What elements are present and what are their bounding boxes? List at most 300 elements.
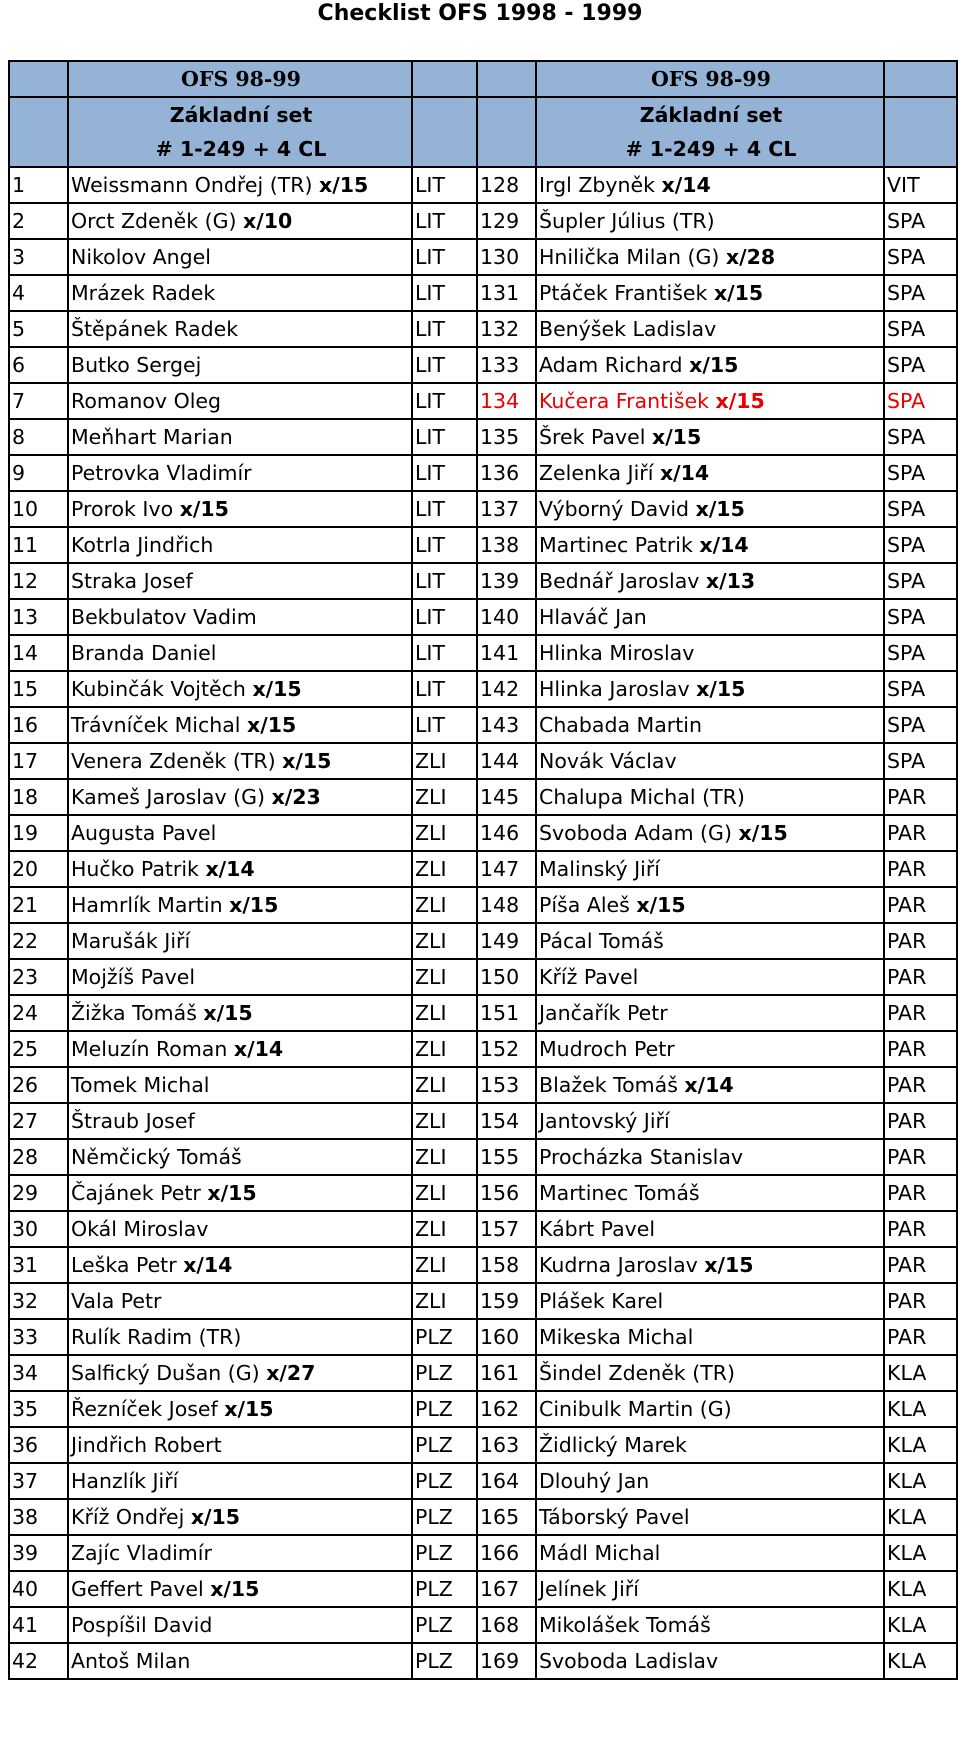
print-run: x/27 <box>266 1361 316 1385</box>
set-subtitle-line1: Základní set <box>639 103 783 127</box>
team-left: PLZ <box>412 1391 477 1427</box>
table-row <box>9 851 957 887</box>
table-row <box>9 1643 957 1679</box>
print-run: x/23 <box>271 785 321 809</box>
team-right: KLA <box>884 1427 957 1463</box>
team-left: PLZ <box>412 1427 477 1463</box>
player-name: Hlinka Jaroslav <box>539 677 690 701</box>
table-row <box>9 275 957 311</box>
team-left: LIT <box>412 491 477 527</box>
card-number-left: 19 <box>9 815 68 851</box>
player-cell-right <box>536 455 884 491</box>
card-number-left: 1 <box>9 167 68 203</box>
team-right: SPA <box>884 347 957 383</box>
player-cell-left <box>68 383 412 419</box>
team-right: PAR <box>884 1211 957 1247</box>
team-left: ZLI <box>412 1175 477 1211</box>
player-name: Jantovský Jiří <box>539 1109 670 1133</box>
team-right: SPA <box>884 635 957 671</box>
table-row <box>9 239 957 275</box>
card-number-left: 20 <box>9 851 68 887</box>
player-cell-right <box>536 887 884 923</box>
player-cell-right <box>536 635 884 671</box>
team-right: PAR <box>884 959 957 995</box>
player-cell-left <box>68 923 412 959</box>
team-left: LIT <box>412 455 477 491</box>
table-row <box>9 563 957 599</box>
player-name: Hlaváč Jan <box>539 605 647 629</box>
card-number-right: 157 <box>477 1211 536 1247</box>
card-number-left: 10 <box>9 491 68 527</box>
team-left: LIT <box>412 419 477 455</box>
player-name: Martinec Patrik <box>539 533 693 557</box>
player-cell-left <box>68 707 412 743</box>
player-name: Jelínek Jiří <box>539 1577 639 1601</box>
table-row <box>9 959 957 995</box>
team-left: ZLI <box>412 995 477 1031</box>
card-number-right: 169 <box>477 1643 536 1679</box>
team-left: ZLI <box>412 851 477 887</box>
player-cell-right <box>536 239 884 275</box>
print-run: x/10 <box>243 209 293 233</box>
table-row <box>9 815 957 851</box>
player-name: Kříž Ondřej <box>71 1505 185 1529</box>
player-name: Branda Daniel <box>71 641 217 665</box>
player-cell-right <box>536 923 884 959</box>
team-right: KLA <box>884 1391 957 1427</box>
player-name: Malinský Jiří <box>539 857 660 881</box>
player-cell-right <box>536 1427 884 1463</box>
player-cell-right <box>536 1607 884 1643</box>
player-cell-left <box>68 1211 412 1247</box>
table-row <box>9 635 957 671</box>
player-name: Výborný David <box>539 497 690 521</box>
player-name: Mikeska Michal <box>539 1325 694 1349</box>
player-name: Svoboda Ladislav <box>539 1649 719 1673</box>
set-name-left: OFS 98-99 <box>68 61 412 97</box>
card-number-left: 41 <box>9 1607 68 1643</box>
print-run: x/15 <box>738 821 788 845</box>
card-number-right: 143 <box>477 707 536 743</box>
card-number-right: 150 <box>477 959 536 995</box>
card-number-left: 11 <box>9 527 68 563</box>
player-cell-right <box>536 815 884 851</box>
team-right: KLA <box>884 1463 957 1499</box>
team-right: SPA <box>884 239 957 275</box>
team-left: LIT <box>412 239 477 275</box>
player-cell-left <box>68 959 412 995</box>
player-cell-left <box>68 1319 412 1355</box>
print-run: x/14 <box>659 461 710 485</box>
player-name: Zelenka Jiří <box>539 461 654 485</box>
table-row <box>9 599 957 635</box>
card-number-left: 39 <box>9 1535 68 1571</box>
card-number-left: 16 <box>9 707 68 743</box>
card-number-right: 159 <box>477 1283 536 1319</box>
player-cell-left <box>68 347 412 383</box>
player-name: Ptáček František <box>539 281 708 305</box>
player-name: Tomek Michal <box>71 1073 210 1097</box>
player-cell-right <box>536 1463 884 1499</box>
team-right: PAR <box>884 815 957 851</box>
checklist-body <box>9 61 957 1679</box>
player-name: Mádl Michal <box>539 1541 661 1565</box>
card-number-left: 3 <box>9 239 68 275</box>
player-name: Salfický Dušan (G) <box>71 1361 260 1385</box>
card-number-right: 148 <box>477 887 536 923</box>
card-number-left: 4 <box>9 275 68 311</box>
card-number-left: 13 <box>9 599 68 635</box>
team-left: ZLI <box>412 1067 477 1103</box>
player-cell-left <box>68 527 412 563</box>
team-right: SPA <box>884 491 957 527</box>
player-name: Němčický Tomáš <box>71 1145 242 1169</box>
team-right: PAR <box>884 995 957 1031</box>
print-run: x/15 <box>319 173 369 197</box>
card-number-right: 128 <box>477 167 536 203</box>
team-left: LIT <box>412 527 477 563</box>
team-left: ZLI <box>412 743 477 779</box>
team-left: PLZ <box>412 1499 477 1535</box>
set-subtitle-right <box>536 97 884 167</box>
card-number-left: 5 <box>9 311 68 347</box>
table-row <box>9 887 957 923</box>
table-row <box>9 383 957 419</box>
card-number-right: 132 <box>477 311 536 347</box>
player-name: Dlouhý Jan <box>539 1469 650 1493</box>
player-name: Čajánek Petr <box>71 1181 201 1205</box>
print-run: x/15 <box>207 1181 257 1205</box>
card-number-right: 136 <box>477 455 536 491</box>
player-name: Augusta Pavel <box>71 821 217 845</box>
team-right: KLA <box>884 1643 957 1679</box>
print-run: x/15 <box>282 749 332 773</box>
table-row <box>9 455 957 491</box>
player-cell-left <box>68 1247 412 1283</box>
print-run: x/15 <box>715 389 765 413</box>
card-number-right: 167 <box>477 1571 536 1607</box>
player-cell-right <box>536 1643 884 1679</box>
player-cell-left <box>68 1463 412 1499</box>
player-cell-left <box>68 1571 412 1607</box>
team-right: PAR <box>884 779 957 815</box>
team-left: LIT <box>412 347 477 383</box>
team-right: PAR <box>884 887 957 923</box>
team-right: KLA <box>884 1607 957 1643</box>
card-number-left: 22 <box>9 923 68 959</box>
header-row-set <box>9 61 957 97</box>
player-name: Šindel Zdeněk (TR) <box>539 1361 735 1385</box>
card-number-right: 154 <box>477 1103 536 1139</box>
card-number-right: 152 <box>477 1031 536 1067</box>
player-cell-left <box>68 1103 412 1139</box>
player-cell-left <box>68 455 412 491</box>
player-name: Adam Richard <box>539 353 683 377</box>
card-number-left: 32 <box>9 1283 68 1319</box>
card-number-right: 147 <box>477 851 536 887</box>
card-number-right: 144 <box>477 743 536 779</box>
card-number-right: 137 <box>477 491 536 527</box>
card-number-left: 23 <box>9 959 68 995</box>
card-number-right: 140 <box>477 599 536 635</box>
player-cell-right <box>536 419 884 455</box>
team-right: SPA <box>884 203 957 239</box>
team-left: ZLI <box>412 1211 477 1247</box>
player-cell-right <box>536 779 884 815</box>
print-run: x/14 <box>233 1037 284 1061</box>
team-right: SPA <box>884 599 957 635</box>
team-left: PLZ <box>412 1463 477 1499</box>
player-cell-right <box>536 311 884 347</box>
player-cell-left <box>68 563 412 599</box>
team-right: SPA <box>884 275 957 311</box>
player-cell-right <box>536 383 884 419</box>
player-cell-right <box>536 203 884 239</box>
card-number-right: 139 <box>477 563 536 599</box>
player-cell-left <box>68 1607 412 1643</box>
player-cell-right <box>536 275 884 311</box>
team-right: SPA <box>884 455 957 491</box>
team-right: PAR <box>884 1283 957 1319</box>
card-number-left: 12 <box>9 563 68 599</box>
player-cell-left <box>68 671 412 707</box>
player-name: Rulík Radim (TR) <box>71 1325 242 1349</box>
team-left: LIT <box>412 599 477 635</box>
player-cell-right <box>536 527 884 563</box>
card-number-right: 145 <box>477 779 536 815</box>
player-cell-right <box>536 671 884 707</box>
player-cell-right <box>536 1355 884 1391</box>
team-left: PLZ <box>412 1607 477 1643</box>
card-number-left: 25 <box>9 1031 68 1067</box>
player-name: Židlický Marek <box>539 1433 687 1457</box>
player-name: Meňhart Marian <box>71 425 233 449</box>
player-name: Chalupa Michal (TR) <box>539 785 745 809</box>
player-name: Kameš Jaroslav (G) <box>71 785 266 809</box>
print-run: x/14 <box>205 857 255 881</box>
player-name: Meluzín Roman <box>71 1037 228 1061</box>
team-right: SPA <box>884 707 957 743</box>
player-name: Hnilička Milan (G) <box>539 245 720 269</box>
player-name: Mrázek Radek <box>71 281 216 305</box>
card-number-left: 8 <box>9 419 68 455</box>
team-left: ZLI <box>412 1247 477 1283</box>
player-name: Geffert Pavel <box>71 1577 204 1601</box>
print-run: x/15 <box>689 353 739 377</box>
set-subtitle-left <box>68 97 412 167</box>
team-right: PAR <box>884 1175 957 1211</box>
card-number-left: 33 <box>9 1319 68 1355</box>
player-cell-right <box>536 347 884 383</box>
player-name: Kudrna Jaroslav <box>539 1253 698 1277</box>
player-cell-left <box>68 635 412 671</box>
player-name: Hanzlík Jiří <box>71 1469 179 1493</box>
player-cell-left <box>68 815 412 851</box>
team-right: KLA <box>884 1571 957 1607</box>
player-name: Petrovka Vladimír <box>71 461 252 485</box>
player-name: Marušák Jiří <box>71 929 191 953</box>
player-name: Štraub Josef <box>71 1109 195 1133</box>
team-left: LIT <box>412 671 477 707</box>
player-name: Šupler Július (TR) <box>539 209 715 233</box>
player-name: Jindřich Robert <box>71 1433 222 1457</box>
player-cell-right <box>536 1247 884 1283</box>
player-name: Štěpánek Radek <box>71 317 239 341</box>
player-name: Mojžíš Pavel <box>71 965 196 989</box>
print-run: x/28 <box>725 245 776 269</box>
card-number-left: 37 <box>9 1463 68 1499</box>
player-name: Trávníček Michal <box>71 713 241 737</box>
team-left: ZLI <box>412 815 477 851</box>
card-number-right: 129 <box>477 203 536 239</box>
card-number-right: 149 <box>477 923 536 959</box>
player-name: Bekbulatov Vadim <box>71 605 257 629</box>
team-left: ZLI <box>412 779 477 815</box>
player-cell-left <box>68 491 412 527</box>
team-right: PAR <box>884 1139 957 1175</box>
player-cell-right <box>536 599 884 635</box>
print-run: x/15 <box>203 1001 253 1025</box>
player-name: Romanov Oleg <box>71 389 222 413</box>
player-cell-left <box>68 1499 412 1535</box>
team-left: PLZ <box>412 1643 477 1679</box>
team-right: KLA <box>884 1499 957 1535</box>
player-name: Orct Zdeněk (G) <box>71 209 237 233</box>
player-name: Prorok Ivo <box>71 497 174 521</box>
player-name: Plášek Karel <box>539 1289 664 1313</box>
team-left: LIT <box>412 635 477 671</box>
player-cell-left <box>68 1535 412 1571</box>
header-blank <box>412 61 477 97</box>
table-row <box>9 1247 957 1283</box>
player-name: Kotrla Jindřich <box>71 533 214 557</box>
header-blank <box>9 61 68 97</box>
set-subtitle-line1: Základní set <box>169 103 313 127</box>
player-cell-right <box>536 707 884 743</box>
print-run: x/13 <box>705 569 756 593</box>
header-blank <box>884 61 957 97</box>
player-cell-left <box>68 167 412 203</box>
card-number-right: 155 <box>477 1139 536 1175</box>
player-cell-right <box>536 995 884 1031</box>
card-number-right: 138 <box>477 527 536 563</box>
team-right: PAR <box>884 1031 957 1067</box>
team-left: ZLI <box>412 923 477 959</box>
team-left: PLZ <box>412 1571 477 1607</box>
table-row <box>9 1607 957 1643</box>
player-cell-right <box>536 1067 884 1103</box>
table-row <box>9 1211 957 1247</box>
player-name: Okál Miroslav <box>71 1217 209 1241</box>
table-row <box>9 1319 957 1355</box>
header-row-subtitle <box>9 97 957 167</box>
team-left: PLZ <box>412 1319 477 1355</box>
player-cell-left <box>68 743 412 779</box>
player-name: Táborský Pavel <box>539 1505 690 1529</box>
card-number-left: 9 <box>9 455 68 491</box>
player-name: Butko Sergej <box>71 353 202 377</box>
card-number-left: 40 <box>9 1571 68 1607</box>
player-name: Mikolášek Tomáš <box>539 1613 711 1637</box>
player-name: Hlinka Miroslav <box>539 641 695 665</box>
table-row <box>9 1283 957 1319</box>
player-name: Svoboda Adam (G) <box>539 821 732 845</box>
player-cell-left <box>68 779 412 815</box>
player-cell-right <box>536 1175 884 1211</box>
card-number-right: 165 <box>477 1499 536 1535</box>
print-run: x/15 <box>247 713 297 737</box>
player-cell-right <box>536 1283 884 1319</box>
player-cell-right <box>536 167 884 203</box>
player-cell-right <box>536 743 884 779</box>
card-number-right: 161 <box>477 1355 536 1391</box>
player-cell-left <box>68 419 412 455</box>
set-subtitle-line2: # 1-249 + 4 CL <box>155 137 327 161</box>
print-run: x/15 <box>179 497 229 521</box>
header-blank <box>884 97 957 167</box>
table-row <box>9 1175 957 1211</box>
card-number-right: 141 <box>477 635 536 671</box>
player-cell-right <box>536 1031 884 1067</box>
player-cell-left <box>68 1391 412 1427</box>
player-name: Hamrlík Martin <box>71 893 223 917</box>
header-blank <box>9 97 68 167</box>
header-blank <box>412 97 477 167</box>
player-name: Chabada Martin <box>539 713 702 737</box>
card-number-left: 42 <box>9 1643 68 1679</box>
card-number-left: 27 <box>9 1103 68 1139</box>
card-number-left: 31 <box>9 1247 68 1283</box>
team-left: LIT <box>412 383 477 419</box>
player-cell-right <box>536 1319 884 1355</box>
print-run: x/15 <box>229 893 279 917</box>
table-row <box>9 1463 957 1499</box>
player-name: Novák Václav <box>539 749 677 773</box>
team-left: ZLI <box>412 887 477 923</box>
team-left: PLZ <box>412 1355 477 1391</box>
table-row <box>9 203 957 239</box>
player-cell-right <box>536 1211 884 1247</box>
team-right: KLA <box>884 1535 957 1571</box>
card-number-right: 134 <box>477 383 536 419</box>
player-cell-right <box>536 1103 884 1139</box>
table-row <box>9 311 957 347</box>
team-right: PAR <box>884 1247 957 1283</box>
print-run: x/15 <box>695 497 745 521</box>
player-cell-right <box>536 1139 884 1175</box>
player-name: Pácal Tomáš <box>539 929 664 953</box>
table-row <box>9 1139 957 1175</box>
team-right: SPA <box>884 311 957 347</box>
team-left: LIT <box>412 707 477 743</box>
player-cell-left <box>68 995 412 1031</box>
player-name: Benýšek Ladislav <box>539 317 717 341</box>
team-right: PAR <box>884 1319 957 1355</box>
player-name: Blažek Tomáš <box>539 1073 678 1097</box>
team-left: ZLI <box>412 1031 477 1067</box>
table-row <box>9 707 957 743</box>
player-cell-left <box>68 599 412 635</box>
print-run: x/14 <box>684 1073 734 1097</box>
print-run: x/15 <box>190 1505 241 1529</box>
card-number-left: 26 <box>9 1067 68 1103</box>
card-number-left: 38 <box>9 1499 68 1535</box>
player-name: Pospíšil David <box>71 1613 213 1637</box>
card-number-right: 135 <box>477 419 536 455</box>
page-title: Checklist OFS 1998 - 1999 <box>317 1 643 26</box>
player-name: Vala Petr <box>71 1289 162 1313</box>
card-number-left: 34 <box>9 1355 68 1391</box>
